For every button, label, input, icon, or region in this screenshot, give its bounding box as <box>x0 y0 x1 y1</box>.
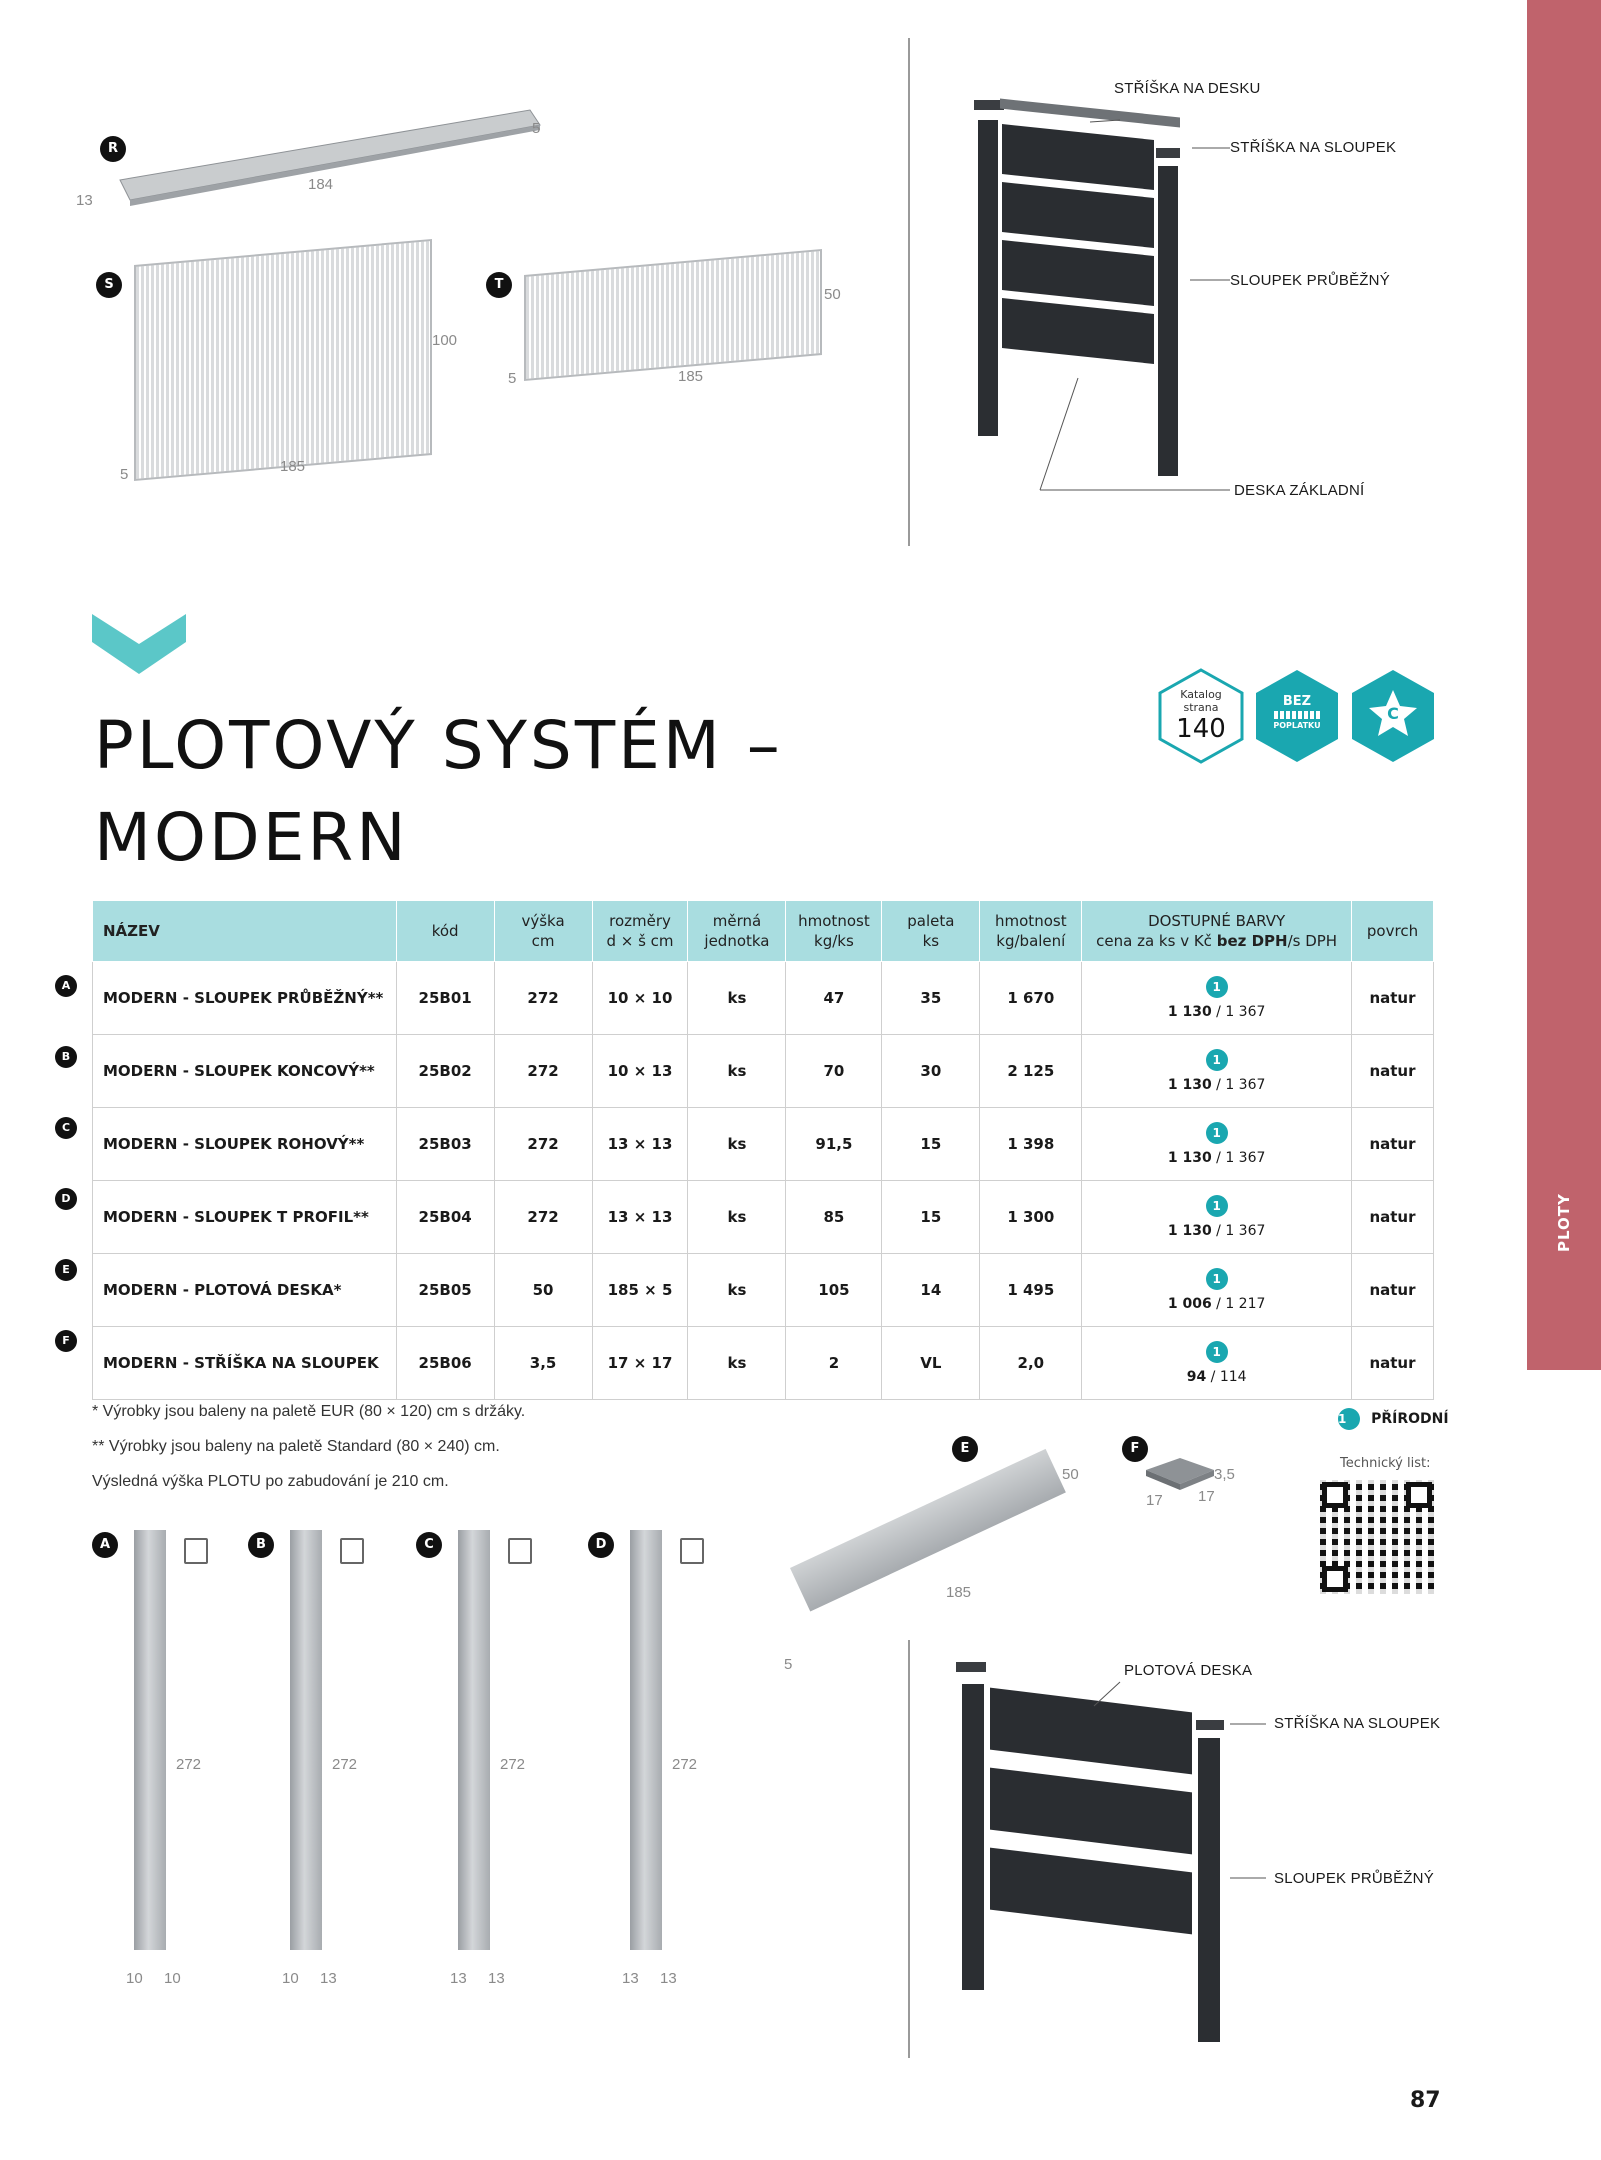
cell-colors <box>1082 1108 1352 1181</box>
callout-post: SLOUPEK PRŮBĚŽNÝ <box>1230 272 1390 289</box>
post-badge: B <box>248 1532 274 1558</box>
th-code: kód <box>396 901 494 962</box>
post-height: 272 <box>672 1756 698 1773</box>
th-weight-pack: hmotnost kg/balení <box>980 901 1082 962</box>
cell-name: MODERN - SLOUPEK KONCOVÝ** <box>93 1035 397 1108</box>
side-tab <box>1527 0 1601 1370</box>
callout-lines <box>1030 80 1240 500</box>
catalog-page: 140 <box>1176 714 1226 744</box>
th-pallet: paleta ks <box>882 901 980 962</box>
th-name: NÁZEV <box>93 901 397 962</box>
cell-name: MODERN - SLOUPEK T PROFIL** <box>93 1181 397 1254</box>
th-unit: měrná jednotka <box>688 901 786 962</box>
cell-dims: 10 × 13 <box>592 1035 688 1108</box>
th-surface: povrch <box>1351 901 1433 962</box>
badge-f: F <box>1122 1436 1148 1462</box>
callout-cap-post-2: STŘÍŠKA NA SLOUPEK <box>1274 1715 1441 1732</box>
callout-board: DESKA ZÁKLADNÍ <box>1234 482 1365 499</box>
cell-wpack: 2,0 <box>980 1327 1082 1400</box>
cell-colors <box>1082 1254 1352 1327</box>
dim-f-depth: 17 <box>1198 1488 1215 1505</box>
post-drawing <box>458 1530 490 1950</box>
th-colors: DOSTUPNÉ BARVY cena za ks v Kč bez DPH/s DPH <box>1082 901 1352 962</box>
cell-unit: ks <box>688 962 786 1035</box>
post-depth: 13 <box>660 1970 677 1987</box>
page-number: 87 <box>1410 2088 1441 2113</box>
table-row <box>93 962 1434 1035</box>
star-letter: C <box>1387 704 1399 723</box>
dim-e-length: 185 <box>946 1584 972 1601</box>
no-fee-bottom: POPLATKU <box>1273 721 1321 730</box>
table-row <box>93 1254 1434 1327</box>
divider-top <box>908 38 910 546</box>
price: 1 130 / 1 367 <box>1167 1150 1266 1166</box>
title-line-2: MODERN <box>94 799 409 876</box>
color-number: 1 <box>1206 1195 1228 1217</box>
cell-name: MODERN - SLOUPEK ROHOVÝ** <box>93 1108 397 1181</box>
table-row <box>93 1181 1434 1254</box>
cell-height: 272 <box>494 1108 592 1181</box>
cell-unit: ks <box>688 1108 786 1181</box>
catalog-sub: strana <box>1183 701 1219 714</box>
cell-unit: ks <box>688 1254 786 1327</box>
cell-code: 25B04 <box>396 1181 494 1254</box>
price: 1 130 / 1 367 <box>1167 1004 1266 1020</box>
cell-wpack: 1 300 <box>980 1181 1082 1254</box>
cell-surface: natur <box>1351 962 1433 1035</box>
dim-t-width: 5 <box>508 370 517 387</box>
post-badge: A <box>92 1532 118 1558</box>
cell-colors <box>1082 962 1352 1035</box>
cell-colors <box>1082 1327 1352 1400</box>
cell-weight: 47 <box>786 962 882 1035</box>
post-width: 10 <box>282 1970 299 1987</box>
chevron-icon <box>92 614 186 676</box>
color-number: 1 <box>1206 1341 1228 1363</box>
cell-surface: natur <box>1351 1254 1433 1327</box>
cell-colors <box>1082 1181 1352 1254</box>
cell-height: 3,5 <box>494 1327 592 1400</box>
tech-sheet-label: Technický list: <box>1340 1456 1431 1471</box>
title-line-1: PLOTOVÝ SYSTÉM – <box>94 707 783 784</box>
callout-cap-post: STŘÍŠKA NA SLOUPEK <box>1230 139 1397 156</box>
catalog-page-icon <box>1158 668 1244 764</box>
cell-height: 272 <box>494 1181 592 1254</box>
badge-e: E <box>952 1436 978 1462</box>
dim-r-height: 13 <box>76 192 93 209</box>
profile-icon <box>508 1538 532 1564</box>
dim-f-width: 17 <box>1146 1492 1163 1509</box>
dim-e-width: 5 <box>784 1656 793 1673</box>
dim-s-length: 185 <box>280 458 306 475</box>
color-number: 1 <box>1206 1122 1228 1144</box>
cell-code: 25B05 <box>396 1254 494 1327</box>
cell-weight: 105 <box>786 1254 882 1327</box>
price: 94 / 114 <box>1186 1369 1247 1385</box>
cell-name: MODERN - STŘÍŠKA NA SLOUPEK <box>93 1327 397 1400</box>
cell-wpack: 1 495 <box>980 1254 1082 1327</box>
side-tab-label: PLOTY <box>1555 1193 1573 1252</box>
dim-f-height: 3,5 <box>1214 1466 1235 1483</box>
post-height: 272 <box>332 1756 358 1773</box>
cell-surface: natur <box>1351 1035 1433 1108</box>
row-badge: B <box>55 1046 77 1068</box>
cell-height: 272 <box>494 1035 592 1108</box>
cell-dims: 185 × 5 <box>592 1254 688 1327</box>
post-left-drawing-2 <box>962 1684 984 1990</box>
callout-post-2: SLOUPEK PRŮBĚŽNÝ <box>1274 1870 1434 1887</box>
price: 1 130 / 1 367 <box>1167 1223 1266 1239</box>
cell-pallet: VL <box>882 1327 980 1400</box>
price: 1 006 / 1 217 <box>1167 1296 1266 1312</box>
post-depth: 13 <box>320 1970 337 1987</box>
cell-code: 25B02 <box>396 1035 494 1108</box>
th-height: výška cm <box>494 901 592 962</box>
legend-label: PŘÍRODNÍ <box>1371 1411 1449 1427</box>
callout-board-2: PLOTOVÁ DESKA <box>1124 1662 1253 1679</box>
cell-dims: 13 × 13 <box>592 1181 688 1254</box>
cell-pallet: 30 <box>882 1035 980 1108</box>
cell-dims: 13 × 13 <box>592 1108 688 1181</box>
badge-r: R <box>100 136 126 162</box>
th-weight: hmotnost kg/ks <box>786 901 882 962</box>
cell-dims: 17 × 17 <box>592 1327 688 1400</box>
row-badge: F <box>55 1330 77 1352</box>
dim-t-height: 50 <box>824 286 841 303</box>
cell-code: 25B01 <box>396 962 494 1035</box>
cell-code: 25B06 <box>396 1327 494 1400</box>
post-width: 13 <box>450 1970 467 1987</box>
dim-s-width: 5 <box>120 466 129 483</box>
cell-pallet: 15 <box>882 1108 980 1181</box>
post-height: 272 <box>176 1756 202 1773</box>
cell-surface: natur <box>1351 1181 1433 1254</box>
post-left-drawing <box>978 120 998 436</box>
dim-r-length: 184 <box>308 176 334 193</box>
note-3: Výsledná výška PLOTU po zabudování je 210 cm. <box>92 1473 449 1490</box>
cell-colors <box>1082 1035 1352 1108</box>
profile-icon <box>340 1538 364 1564</box>
cell-wpack: 1 670 <box>980 962 1082 1035</box>
cell-height: 50 <box>494 1254 592 1327</box>
post-depth: 13 <box>488 1970 505 1987</box>
callout-lines-2 <box>1090 1660 1270 1890</box>
no-fee-icon <box>1254 668 1340 764</box>
cell-dims: 10 × 10 <box>592 962 688 1035</box>
cell-unit: ks <box>688 1181 786 1254</box>
dim-r-width: 5 <box>532 120 541 137</box>
post-drawing <box>290 1530 322 1950</box>
table-row <box>93 1035 1434 1108</box>
cell-height: 272 <box>494 962 592 1035</box>
post-drawing <box>134 1530 166 1950</box>
cell-weight: 91,5 <box>786 1108 882 1181</box>
dim-s-height: 100 <box>432 332 458 349</box>
legend-number: 1 <box>1338 1408 1360 1430</box>
star-c-icon <box>1350 668 1436 764</box>
post-depth: 10 <box>164 1970 181 1987</box>
cell-weight: 2 <box>786 1327 882 1400</box>
cell-code: 25B03 <box>396 1108 494 1181</box>
product-table <box>92 900 1434 1400</box>
board-e-drawing <box>790 1449 1066 1612</box>
cell-unit: ks <box>688 1035 786 1108</box>
cap-drawing-2 <box>956 1662 986 1672</box>
profile-icon <box>680 1538 704 1564</box>
row-badge: A <box>55 975 77 997</box>
note-2: ** Výrobky jsou baleny na paletě Standard (80 × 240) cm. <box>92 1438 500 1455</box>
qr-code[interactable] <box>1320 1480 1434 1594</box>
cell-name: MODERN - PLOTOVÁ DESKA* <box>93 1254 397 1327</box>
profile-icon <box>184 1538 208 1564</box>
cell-unit: ks <box>688 1327 786 1400</box>
badge-s: S <box>96 272 122 298</box>
cell-surface: natur <box>1351 1327 1433 1400</box>
no-fee-top: BEZ <box>1282 694 1312 709</box>
note-1: * Výrobky jsou baleny na paletě EUR (80 × 120) cm s držáky. <box>92 1403 526 1420</box>
cell-name: MODERN - SLOUPEK PRŮBĚŽNÝ** <box>93 962 397 1035</box>
legend <box>1338 1408 1449 1430</box>
catalog-label: Katalog <box>1180 688 1222 701</box>
row-badge: E <box>55 1259 77 1281</box>
post-width: 13 <box>622 1970 639 1987</box>
row-badge: D <box>55 1188 77 1210</box>
board-s-drawing <box>134 239 432 481</box>
color-number: 1 <box>1206 976 1228 998</box>
cell-weight: 85 <box>786 1181 882 1254</box>
price: 1 130 / 1 367 <box>1167 1077 1266 1093</box>
dim-e-height: 50 <box>1062 1466 1079 1483</box>
dim-t-length: 185 <box>678 368 704 385</box>
cell-wpack: 2 125 <box>980 1035 1082 1108</box>
cell-surface: natur <box>1351 1108 1433 1181</box>
page-title <box>94 700 783 884</box>
badge-t: T <box>486 272 512 298</box>
table-row <box>93 1108 1434 1181</box>
cell-pallet: 35 <box>882 962 980 1035</box>
post-badge: C <box>416 1532 442 1558</box>
divider-bottom <box>908 1640 910 2058</box>
board-t-drawing <box>524 249 822 381</box>
cap-r-drawing <box>100 100 560 210</box>
post-badge: D <box>588 1532 614 1558</box>
table-row <box>93 1327 1434 1400</box>
cell-wpack: 1 398 <box>980 1108 1082 1181</box>
th-dims: rozměry d × š cm <box>592 901 688 962</box>
cell-weight: 70 <box>786 1035 882 1108</box>
row-badge: C <box>55 1117 77 1139</box>
post-drawing <box>630 1530 662 1950</box>
cell-pallet: 14 <box>882 1254 980 1327</box>
cell-pallet: 15 <box>882 1181 980 1254</box>
post-width: 10 <box>126 1970 143 1987</box>
post-height: 272 <box>500 1756 526 1773</box>
color-number: 1 <box>1206 1049 1228 1071</box>
callout-cap-board: STŘÍŠKA NA DESKU <box>1114 80 1261 97</box>
color-number: 1 <box>1206 1268 1228 1290</box>
